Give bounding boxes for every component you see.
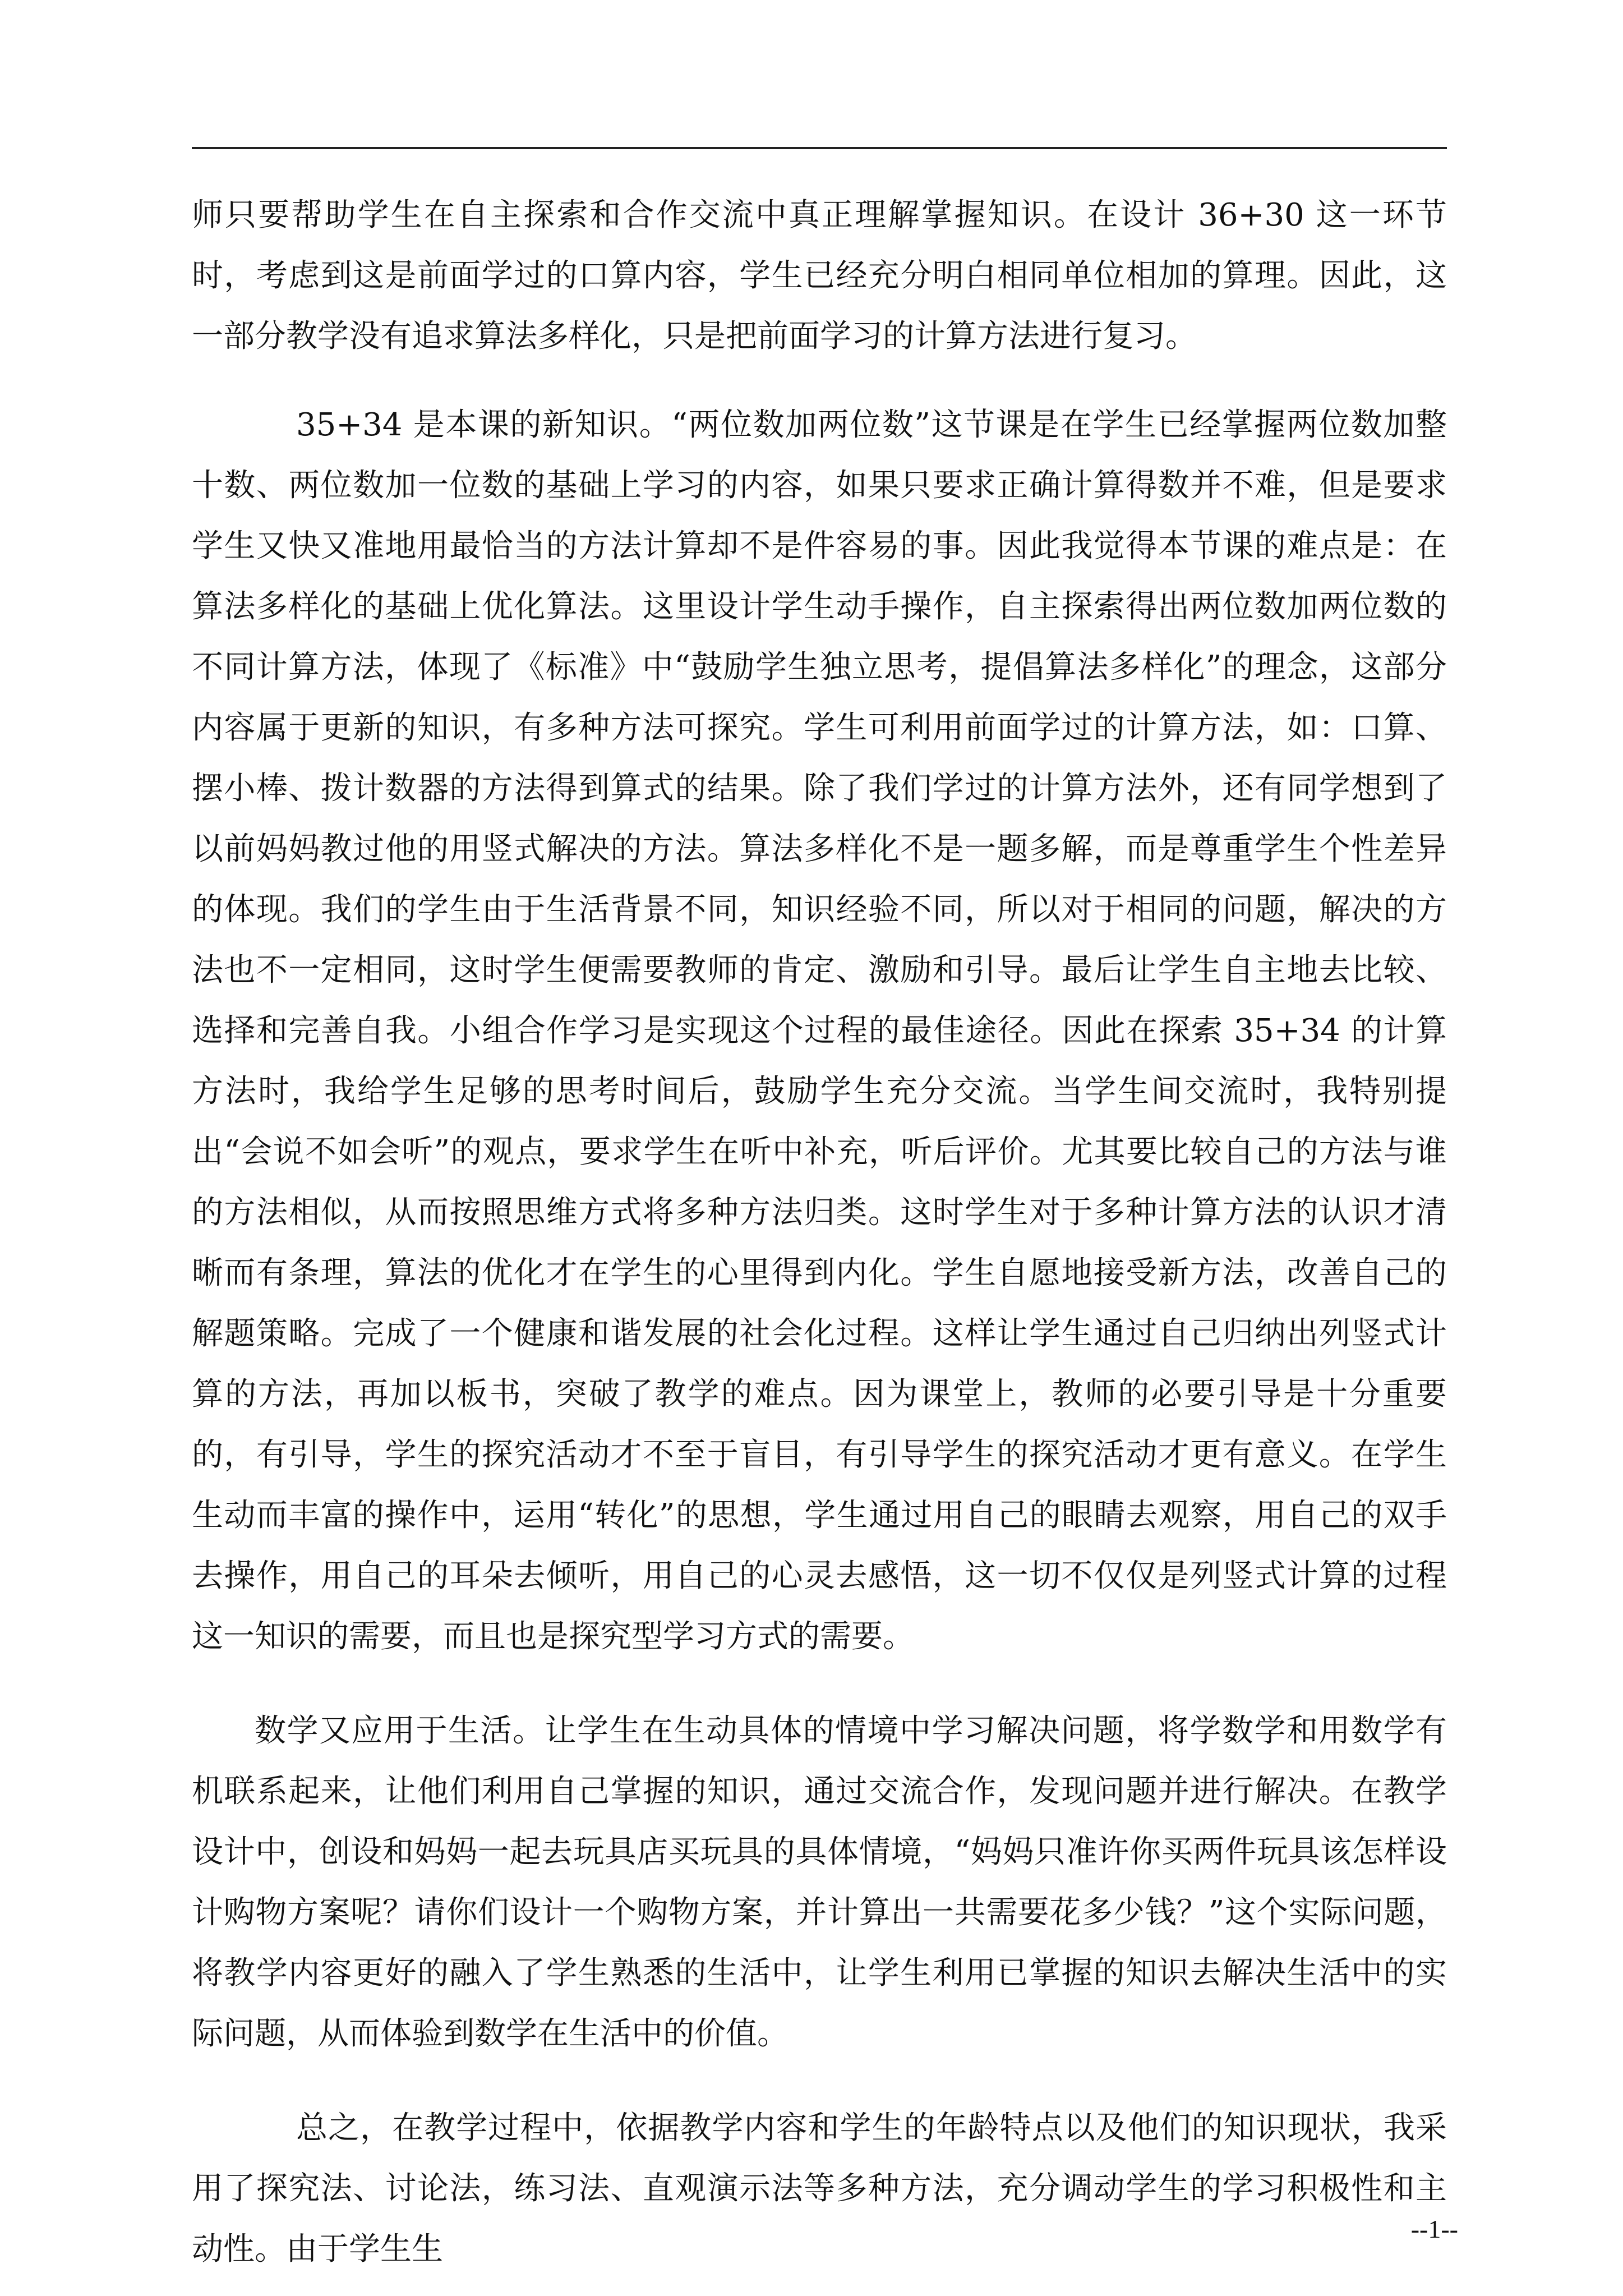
paragraph-1: 师只要帮助学生在自主探索和合作交流中真正理解掌握知识。在设计 36+30 这一环节时，考虑到这是前面学过的口算内容，学生已经充分明白相同单位相加的算理。因此，这一部分教学没有追求算法多样化，只是把前面学习的计算方法进行复习。 (192, 197, 1447, 355)
paragraph-2: 35+34 是本课的新知识。“两位数加两位数”这节课是在学生已经掌握两位数加整十数、两位数加一位数的基础上学习的内容，如果只要求正确计算得数并不难，但是要求学生又快又准地用最恰当的方法计算却不是件容易的事。因此我觉得本节课的难点是：在算法多样化的基础上优化算法。这里设计学生动手操作，自主探索得出两位数加两位数的不同计算方法，体现了《标准》中“鼓励学生独立思考，提倡算法多样化”的理念，这部分内容属于更新的知识，有多种方法可探究。学生可利用前面学过的计算方法，如：口算、摆小棒、拨计数器的方法得到算式的结果。除了我们学过的计算方法外，还有同学想到了以前妈妈教过他的用竖式解决的方法。算法多样化不是一题多解，而是尊重学生个性差异的体现。我们的学生由于生活背景不同，知识经验不同，所以对于相同的问题，解决的方法也不一定相同，这时学生便需要教师的肯定、激励和引导。最后让学生自主地去比较、选择和完善自我。小组合作学习是实现这个过程的最佳途径。因此在探索 35+34 的计算方法时，我给学生足够的思考时间后，鼓励学生充分交流。当学生间交流时，我特别提出“会说不如会听”的观点，要求学生在听中补充，听后评价。尤其要比较自己的方法与谁的方法相似，从而按照思维方式将多种方法归类。这时学生对于多种计算方法的认识才清晰而有条理，算法的优化才在学生的心里得到内化。学生自愿地接受新方法，改善自己的解题策略。完成了一个健康和谐发展的社会化过程。这样让学生通过自己归纳出列竖式计算的方法，再加以板书，突破了教学的难点。因为课堂上，教师的必要引导是十分重要的，有引导，学生的探究活动才不至于盲目，有引导学生的探究活动才更有意义。在学生生动而丰富的操作中，运用“转化”的思想，学生通过用自己的眼睛去观察，用自己的双手去操作，用自己的耳朵去倾听，用自己的心灵去感悟，这一切不仅仅是列竖式计算的过程这一知识的需要，而且也是探究型学习方式的需要。 (192, 407, 1447, 1655)
paragraph-3: 数学又应用于生活。让学生在生动具体的情境中学习解决问题，将学数学和用数学有机联系起来，让他们利用自己掌握的知识，通过交流合作，发现问题并进行解决。在教学设计中，创设和妈妈一起去玩具店买玩具的具体情境，“妈妈只准许你买两件玩具该怎样设计购物方案呢？请你们设计一个购物方案，并计算出一共需要花多少钱？”这个实际问题，将教学内容更好的融入了学生熟悉的生活中，让学生利用已掌握的知识去解决生活中的实际问题，从而体验到数学在生活中的价值。 (192, 1713, 1447, 2052)
paragraph-4: 总之，在教学过程中，依据教学内容和学生的年龄特点以及他们的知识现状，我采用了探究法、讨论法，练习法、直观演示法等多种方法，充分调动学生的学习积极性和主动性。由于学生生 (192, 2110, 1447, 2267)
header-rule (192, 147, 1447, 149)
page-number: --1-- (1410, 2215, 1458, 2243)
document-body (192, 185, 1447, 2280)
